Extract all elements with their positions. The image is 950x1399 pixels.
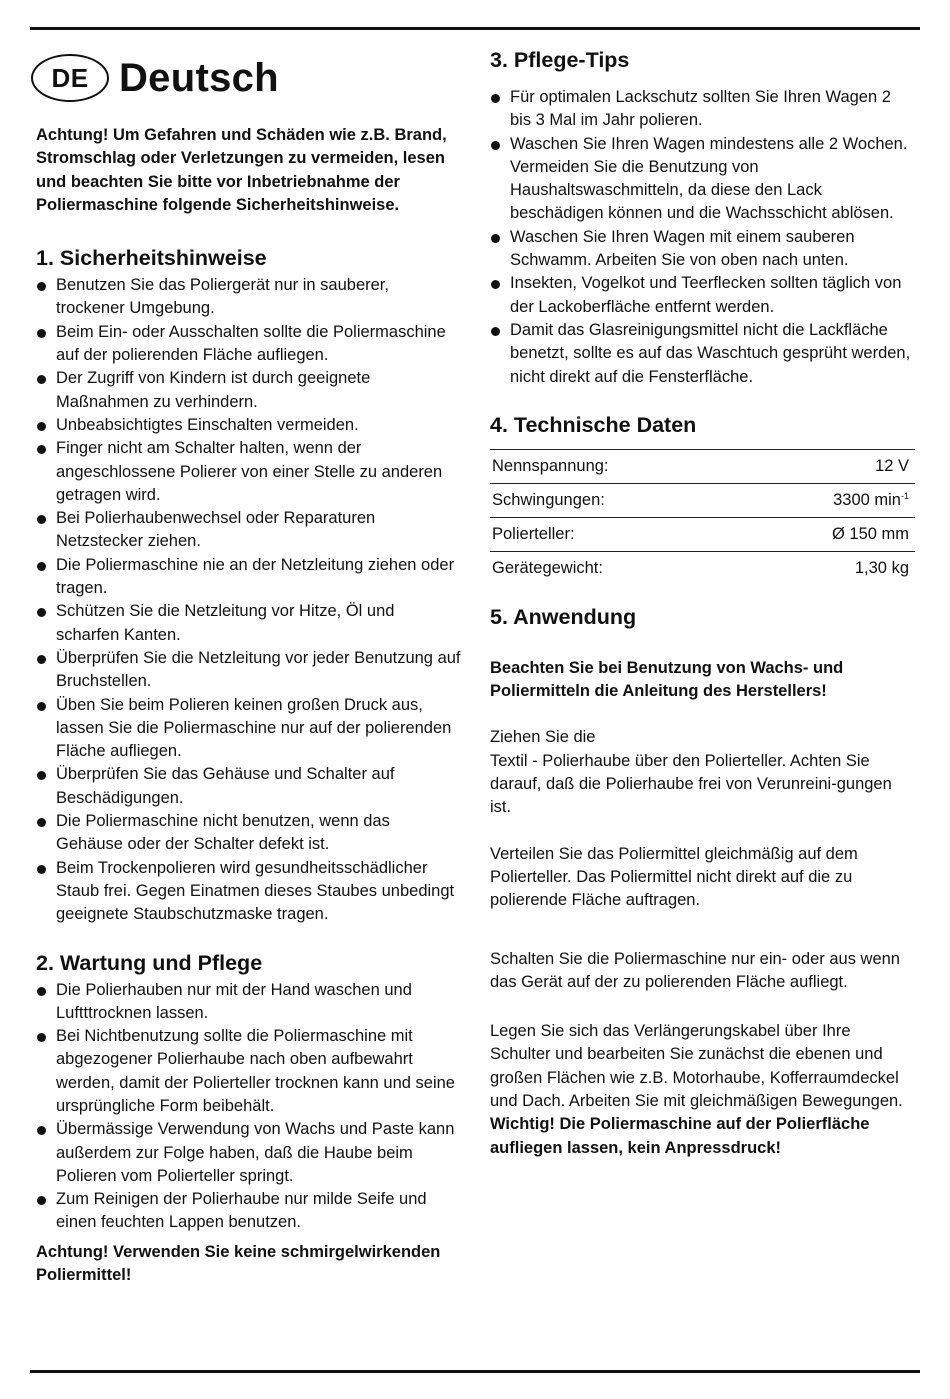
- section-4-title: 4. Technische Daten: [490, 412, 697, 437]
- list-item: Insekten, Vogelkot und Teerflecken sollten täglich von der Lackoberfläche entfernt werden.: [490, 272, 915, 319]
- left-column: [36, 40, 461, 1287]
- language-header: [31, 40, 461, 116]
- bottom-rule: [30, 1370, 920, 1373]
- list-item: Für optimalen Lackschutz sollten Sie Ihren Wagen 2 bis 3 Mal im Jahr polieren.: [490, 86, 915, 133]
- list-item: Die Poliermaschine nicht benutzen, wenn das Gehäuse oder der Schalter defekt ist.: [36, 810, 461, 857]
- section-1-list: [36, 274, 461, 926]
- table-cell-value: [741, 551, 915, 585]
- section-5-important: Wichtig! Die Poliermaschine auf der Polierfläche aufliegen lassen, kein Anpressdruck!: [490, 1115, 870, 1157]
- list-item: Übermässige Verwendung von Wachs und Paste kann außerdem zur Folge haben, daß die Haube beim Polieren vom Polierteller springt.: [36, 1118, 461, 1188]
- value-superscript: -1: [900, 490, 909, 501]
- paragraph-1-rest: Textil - Polierhaube über den Polierteller. Achten Sie darauf, daß die Polierhaube frei von Verunreini-gungen ist.: [490, 751, 892, 817]
- list-item: Beim Ein- oder Ausschalten sollte die Poliermaschine auf der polierenden Fläche aufliegen.: [36, 321, 461, 368]
- list-item: Bei Polierhaubenwechsel oder Reparaturen Netzstecker ziehen.: [36, 507, 461, 554]
- table-cell-value: [741, 483, 915, 517]
- list-item: Schützen Sie die Netzleitung vor Hitze, Öl und scharfen Kanten.: [36, 600, 461, 647]
- table-cell-value: [741, 517, 915, 551]
- right-column: [490, 40, 915, 1160]
- list-item: Unbeabsichtigtes Einschalten vermeiden.: [36, 414, 461, 437]
- section-2-title: 2. Wartung und Pflege: [36, 950, 263, 975]
- list-item: Die Poliermaschine nie an der Netzleitung ziehen oder tragen.: [36, 554, 461, 601]
- table-cell-value: [741, 449, 915, 483]
- section-3-title: 3. Pflege-Tips: [490, 48, 630, 72]
- section-5-paragraph-3: Schalten Sie die Poliermaschine nur ein- oder aus wenn das Gerät auf der zu polierenden Fläche aufliegt.: [490, 949, 900, 991]
- list-item: Damit das Glasreinigungsmittel nicht die Lackfläche benetzt, sollte es auf das Waschtuch gesprüht werden, nicht direkt auf die Fensterfläche.: [490, 319, 915, 389]
- section-5-title: 5. Anwendung: [490, 604, 637, 629]
- language-badge: DE: [31, 54, 109, 102]
- value-text: Ø 150 mm: [831, 524, 909, 543]
- language-title: Deutsch: [119, 55, 279, 100]
- table-cell-label: Gerätegewicht:: [492, 558, 603, 577]
- section-2-list: [36, 979, 461, 1235]
- section-1-title: 1. Sicherheitshinweise: [36, 246, 267, 271]
- list-item: Der Zugriff von Kindern ist durch geeignete Maßnahmen zu verhindern.: [36, 367, 461, 414]
- list-item: Benutzen Sie das Poliergerät nur in sauberer, trockener Umgebung.: [36, 274, 461, 321]
- table-cell-label: Nennspannung:: [490, 449, 741, 483]
- top-rule: [30, 27, 920, 30]
- section-5-paragraph-4: Legen Sie sich das Verlängerungskabel über Ihre Schulter und bearbeiten Sie zunächst die ebenen und großen Flächen wie z.B. Motorhaube, Kofferraumdeckel und Dach. Arbeiten Sie mit gleichmäßigen Bewegungen.: [490, 1022, 903, 1111]
- list-item: Überprüfen Sie das Gehäuse und Schalter auf Beschädigungen.: [36, 763, 461, 810]
- list-item: Überprüfen Sie die Netzleitung vor jeder Benutzung auf Bruchstellen.: [36, 647, 461, 694]
- list-item: Üben Sie beim Polieren keinen großen Druck aus, lassen Sie die Poliermaschine nur auf der polierenden Fläche aufliegen.: [36, 694, 461, 764]
- list-item: Waschen Sie Ihren Wagen mit einem sauberen Schwamm. Arbeiten Sie von oben nach unten.: [490, 226, 915, 273]
- section-3-list: [490, 86, 915, 389]
- section-2-warning: Achtung! Verwenden Sie keine schmirgelwirkenden Poliermittel!: [36, 1242, 441, 1285]
- list-item: Bei Nichtbenutzung sollte die Poliermaschine mit abgezogener Polierhaube nach oben aufbewahrt werden, damit der Polierteller trocknen kann und seine ursprüngliche Form beibehält.: [36, 1025, 461, 1118]
- paragraph-1-line-1: Ziehen Sie die: [490, 728, 596, 747]
- list-item: Beim Trockenpolieren wird gesundheitsschädlicher Staub frei. Gegen Einatmen dieses Staubes unbedingt geeignete Staubschutzmaske tragen.: [36, 857, 461, 927]
- table-cell-label: Polierteller:: [490, 517, 741, 551]
- value-text: 3300 min: [833, 490, 901, 509]
- section-5-notice: Beachten Sie bei Benutzung von Wachs- und Poliermitteln die Anleitung des Herstellers!: [490, 658, 844, 701]
- tech-data-table: [490, 449, 915, 585]
- table-row: [490, 551, 915, 585]
- value-text: 12 V: [875, 456, 909, 475]
- list-item: Zum Reinigen der Polierhaube nur milde Seife und einen feuchten Lappen benutzen.: [36, 1188, 461, 1235]
- table-row: [490, 483, 915, 517]
- list-item: Waschen Sie Ihren Wagen mindestens alle 2 Wochen. Vermeiden Sie die Benutzung von Haushaltswaschmitteln, da diese den Lack beschädigen können und die Wachsschicht ablösen.: [490, 133, 915, 226]
- list-item: Finger nicht am Schalter halten, wenn der angeschlossene Polierer von einer Stelle zu anderen getragen wird.: [36, 437, 461, 507]
- section-5-paragraph-1: [490, 726, 915, 819]
- table-cell-label: Schwingungen:: [490, 483, 741, 517]
- list-item: Die Polierhauben nur mit der Hand waschen und Luftttrocknen lassen.: [36, 979, 461, 1026]
- value-text: 1,30 kg: [854, 558, 909, 577]
- intro-warning: Achtung! Um Gefahren und Schäden wie z.B. Brand, Stromschlag oder Verletzungen zu vermeiden, lesen und beachten Sie bitte vor Inbetriebnahme der Poliermaschine folgende Sicherheitshinweise.: [36, 126, 447, 214]
- section-5-paragraph-2: Verteilen Sie das Poliermittel gleichmäßig auf dem Polierteller. Das Poliermittel nicht direkt auf die zu polierende Fläche auftragen.: [490, 844, 858, 910]
- table-row: [490, 517, 915, 551]
- table-row: [490, 449, 915, 483]
